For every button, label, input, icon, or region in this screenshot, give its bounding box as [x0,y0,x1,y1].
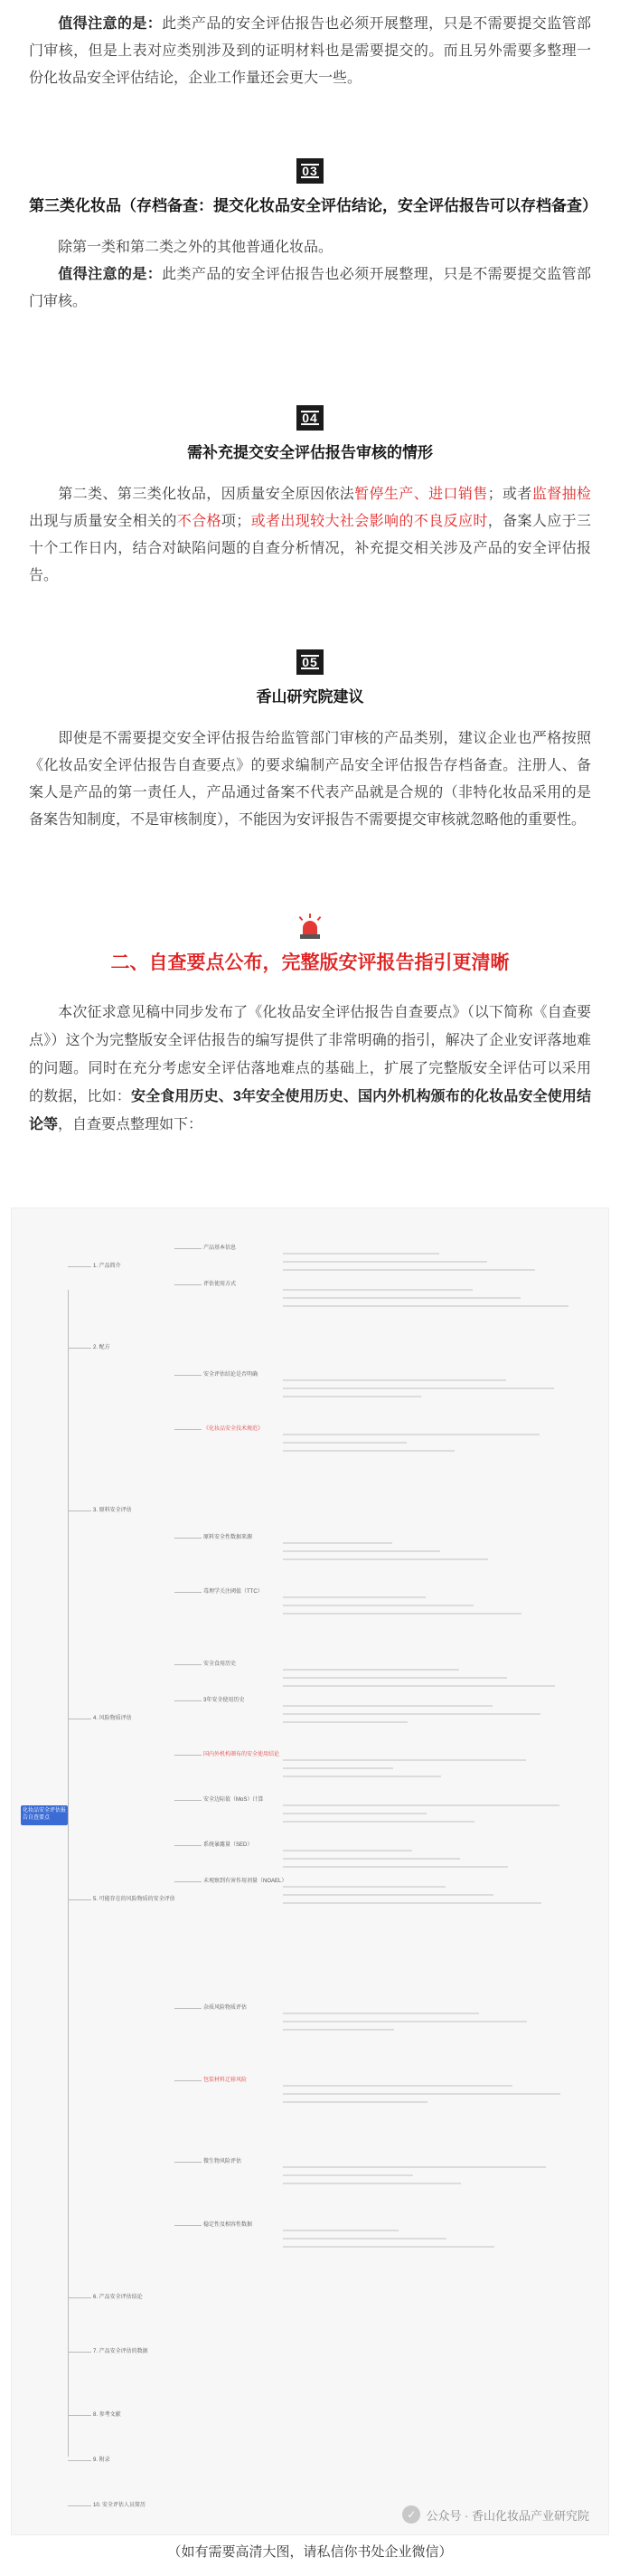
mindmap-root: 化妆品安全评估报告自查要点 [21,1805,68,1825]
mindmap-leaf: 未观察到有害作用剂量（NOAEL） [203,1879,287,1884]
mindmap-branch: 6. 产品安全评估结论 [93,2295,143,2300]
note-label: 值得注意的是： [58,267,163,282]
mindmap-branch: 10. 安全评估人员简历 [93,2503,146,2508]
part-text: 本次征求意见稿中同步发布了《化妆品安全评估报告自查要点》（以下简称《自查要点》）这个为完整版安全评估报告的编写提供了非常明确的指引，解决了企业安评落地难的问题。同时在充分考虑安全评估落地难点的基础上，扩展了完整版安全评估可以采用的数据，比如：安全食用历史、3年安全使用历史、国内外机构颁布的化妆品安全使用结论等，自查要点整理如下： [29,1005,591,1132]
section-title: 香山研究院建议 [256,688,364,706]
mindmap-leaf: 安全食用历史 [203,1662,237,1667]
part-title: 二、自查要点公布，完整版安评报告指引更清晰 [110,952,510,973]
section-04 [0,405,620,590]
image-caption: （如有需要高清大图，请私信你书处企业微信） [167,2544,453,2560]
note-text: 此类产品的安全评估报告也必须开展整理，只是不需要提交监管部门审核。 [29,267,591,309]
wechat-icon: ✓ [402,2505,420,2524]
mindmap-branch: 9. 附录 [93,2458,110,2463]
top-note [0,11,620,92]
mindmap-leaf: 产品基本信息 [203,1245,237,1251]
mindmap-leaf: 微生物风险评估 [203,2159,242,2164]
watermark-text: 公众号 · 香山化妆品产业研究院 [426,2508,589,2523]
section-05 [0,649,620,834]
mindmap-leaf: 毒理学关注阈值（TTC） [203,1589,263,1595]
mindmap-leaf: 《化妆品安全技术规范》 [203,1426,264,1432]
mindmap-leaf: 包装材料迁移风险 [203,2078,248,2083]
section-text: 除第一类和第二类之外的其他普通化妆品。 [58,240,333,255]
section-text: 即使是不需要提交安全评估报告给监管部门审核的产品类别，建议企业也严格按照《化妆品安全评估报告自查要点》的要求编制产品安全评估报告存档备查。注册人、备案人是产品的第一责任人，产品通过备案不代表产品就是合规的（非特化妆品采用的是备案告知制度，不是审核制度），不能因为安评报告不需要提交审核就忽略他的重要性。 [29,731,591,828]
mindmap-leaf: 安全评估结论是否明确 [203,1372,258,1378]
self-check-mindmap [11,1208,609,2535]
mindmap-branch: 3. 原料安全评估 [93,1508,132,1513]
mindmap-leaf: 原料安全性数据来源 [203,1535,253,1540]
mindmap-leaf: 评估使用方式 [203,1282,237,1287]
section-title: 第三类化妆品（存档备查：提交化妆品安全评估结论，安全评估报告可以存档备查） [29,197,597,214]
section-03 [0,158,620,316]
mindmap-branch: 8. 参考文献 [93,2412,121,2418]
mindmap-leaf: 稳定性及相容性数据 [203,2222,253,2228]
part-two [0,914,620,1139]
mindmap-branch: 2. 配方 [93,1345,110,1350]
note-label: 值得注意的是： [58,16,163,32]
section-title: 需补充提交安全评估报告审核的情形 [187,444,433,461]
note-text: 此类产品的安全评估报告也必须开展整理，只是不需要提交监管部门审核，但是上表对应类别涉及到的证明材料也是需要提交的。而且另外需要多整理一份化妆品安全评估结论，企业工作量还会更大一些。 [29,16,591,86]
mindmap-branch: 7. 产品安全评估的数据 [93,2349,148,2354]
section-number-badge: 05 [296,649,324,675]
mindmap-leaf: 国内外机构颁布的安全使用结论 [203,1752,280,1757]
mindmap-branch: 5. 可能存在的风险物质的安全评估 [93,1897,175,1902]
mindmap-leaf: 安全边际值（MoS）计算 [203,1797,264,1803]
section-number-badge: 04 [296,405,324,431]
mindmap-branch: 1. 产品简介 [93,1264,121,1269]
mindmap-leaf: 系统暴露量（SED） [203,1842,253,1848]
alarm-siren-icon [296,914,324,941]
mindmap-branch: 4. 风险物质评估 [93,1716,132,1721]
account-watermark [402,2505,589,2524]
mindmap-leaf: 3年安全使用历史 [203,1698,245,1703]
section-text: 第二类、第三类化妆品，因质量安全原因依法暂停生产、进口销售；或者监督抽检出现与质量安全相关的不合格项；或者出现较大社会影响的不良反应时，备案人应于三十个工作日内，结合对缺陷问题的自查分析情况，补充提交相关涉及产品的安全评估报告。 [29,487,591,583]
mindmap-leaf: 杂质风险物质评估 [203,2005,248,2011]
section-number-badge: 03 [296,158,324,184]
